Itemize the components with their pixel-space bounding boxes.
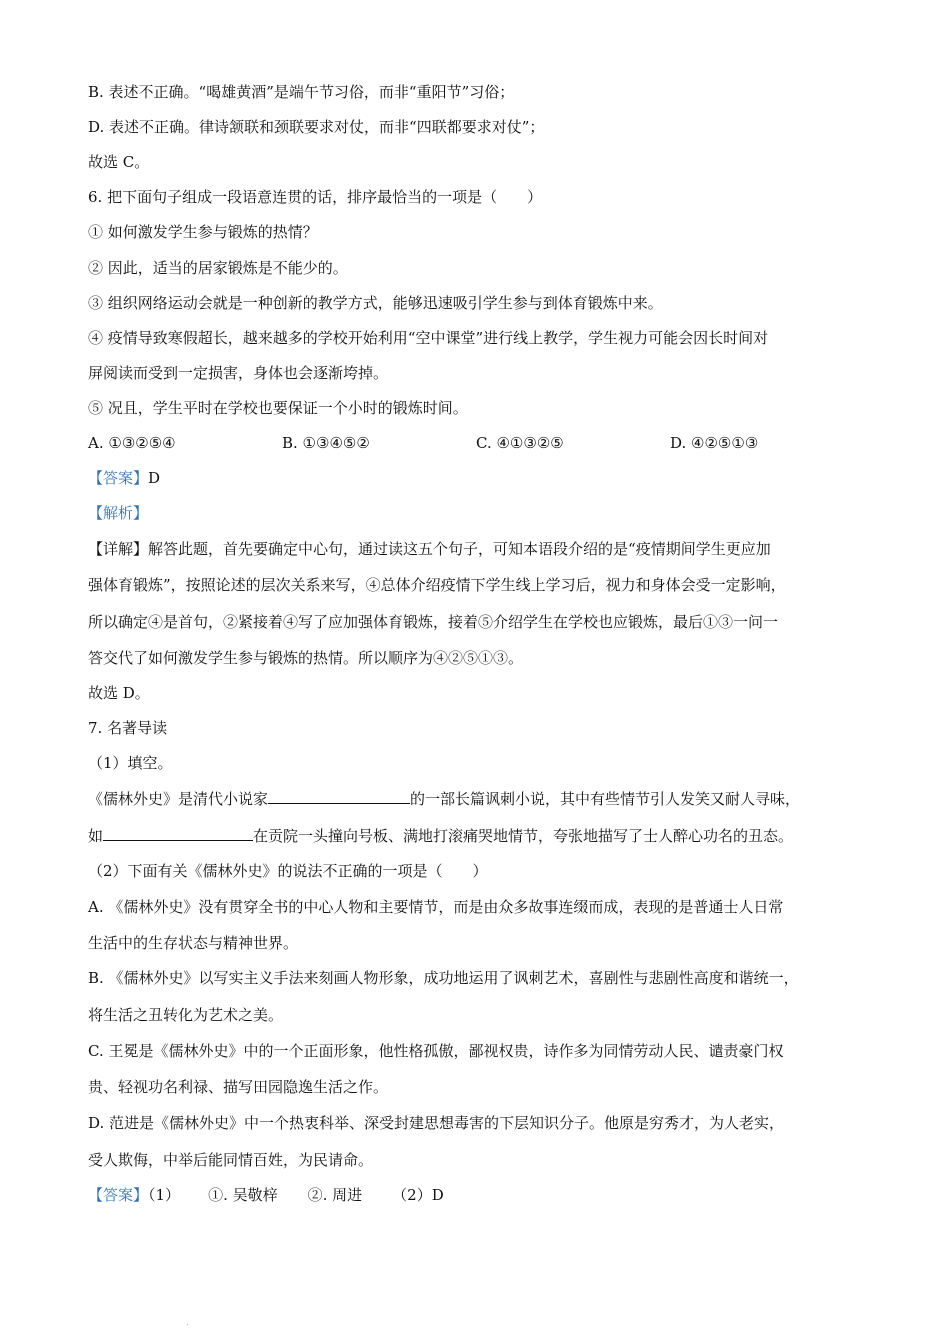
fill-2-text-b: 在贡院一头撞向号板、满地打滚痛哭地情节，夸张地描写了士人醉心功名的丑态。 [253, 827, 794, 845]
answer-tag: 【答案】 [88, 469, 149, 487]
answer-6 [88, 468, 160, 488]
answer-6-conclusion: 故选 D。 [88, 684, 150, 702]
answer-7-blank-1: ①. 吴敬梓 [208, 1186, 278, 1204]
answer-7-blank-2: ②. 周进 [307, 1186, 363, 1204]
fill-blank-line-2 [88, 825, 793, 846]
analysis-tag: 【解析】 [88, 504, 149, 522]
sentence-3: ③ 组织网络运动会就是一种创新的教学方式，能够迅速吸引学生参与到体育锻炼中来。 [88, 294, 663, 312]
answer-7-tag: 【答案】 [88, 1186, 149, 1204]
detail-6-text-1: 解答此题，首先要确定中心句，通过读这五个句子，可知本语段介绍的是“疫情期间学生更应加 [148, 540, 771, 558]
prev-option-d-explanation: D. 表述不正确。律诗颔联和颈联要求对仗，而非“四联都要求对仗”； [88, 118, 545, 136]
sentence-4-line-2: 屏阅读而受到一定损害，身体也会逐渐垮掉。 [88, 364, 389, 382]
choice-d-line-2: 受人欺侮，中举后能同情百姓，为民请命。 [88, 1151, 374, 1169]
answer-7 [88, 1185, 444, 1205]
choice-d-line-1: D. 范进是《儒林外史》中一个热衷科举、深受封建思想毒害的下层知识分子。他原是穷秀才，为人老实， [88, 1114, 785, 1132]
option-6-d: D. ④②⑤①③ [670, 434, 759, 452]
detail-6-line-3: 所以确定④是首句，②紧接着④写了应加强体育锻炼，接着⑤介绍学生在学校也应锻炼，最后①③一问一 [88, 613, 779, 631]
sentence-1: ① 如何激发学生参与锻炼的热情？ [88, 223, 318, 241]
question-7-title: 7. 名著导读 [88, 719, 168, 737]
detail-tag: 【详解】 [88, 540, 149, 558]
fill-blank-line-1 [88, 788, 800, 809]
prev-option-b-explanation: B. 表述不正确。“喝雄黄酒”是端午节习俗，而非“重阳节”习俗； [88, 83, 515, 101]
blank-character[interactable] [103, 825, 253, 841]
fill-1-text-b: 的一部长篇讽刺小说，其中有些情节引人发笑又耐人寻味， [410, 790, 801, 808]
choice-b-line-1: B. 《儒林外史》以写实主义手法来刻画人物形象，成功地运用了讽刺艺术，喜剧性与悲剧性高度和谐统一， [88, 969, 799, 987]
sentence-5: ⑤ 况且，学生平时在学校也要保证一个小时的锻炼时间。 [88, 399, 468, 417]
blank-author[interactable] [268, 788, 410, 804]
choice-a-line-1: A. 《儒林外史》没有贯穿全书的中心人物和主要情节，而是由众多故事连缀而成，表现的是普通士人日常 [88, 898, 784, 916]
prev-answer-conclusion: 故选 C。 [88, 153, 150, 171]
detail-6-line-4: 答交代了如何激发学生参与锻炼的热情。所以顺序为④②⑤①③。 [88, 649, 524, 667]
sentence-4-line-1: ④ 疫情导致寒假超长，越来越多的学校开始利用“空中课堂”进行线上教学，学生视力可能会因长时间对 [88, 329, 769, 347]
detail-6-line-1 [88, 539, 771, 559]
answer-7-part-1: （1） [148, 1186, 181, 1204]
option-6-c: C. ④①③②⑤ [476, 434, 564, 452]
question-7-part-2: （2）下面有关《儒林外史》的说法不正确的一项是（ ） [88, 862, 488, 880]
answer-7-part-2: （2）D [392, 1186, 444, 1204]
choice-b-line-2: 将生活之丑转化为艺术之美。 [88, 1006, 284, 1024]
answer-6-value: D [148, 469, 161, 487]
choice-c-line-1: C. 王冕是《儒林外史》中的一个正面形象，他性格孤傲，鄙视权贵，诗作多为同情劳动人民、谴责豪门权 [88, 1042, 784, 1060]
question-7-part-1: （1）填空。 [88, 754, 173, 772]
choice-a-line-2: 生活中的生存状态与精神世界。 [88, 934, 299, 952]
footer-mark: . [186, 1318, 189, 1327]
option-6-b: B. ①③④⑤② [282, 434, 370, 452]
choice-c-line-2: 贵、轻视功名利禄、描写田园隐逸生活之作。 [88, 1078, 389, 1096]
fill-2-text-a: 如 [88, 827, 104, 845]
option-6-a: A. ①③②⑤④ [88, 434, 176, 452]
detail-6-line-2: 强体育锻炼”，按照论述的层次关系来写，④总体介绍疫情下学生线上学习后，视力和身体会受一定影响， [88, 576, 786, 594]
question-6-stem: 6. 把下面句子组成一段语意连贯的话，排序最恰当的一项是（ ） [88, 188, 543, 206]
fill-1-text-a: 《儒林外史》是清代小说家 [88, 790, 269, 808]
sentence-2: ② 因此，适当的居家锻炼是不能少的。 [88, 259, 348, 277]
analysis-6-heading [88, 503, 148, 523]
